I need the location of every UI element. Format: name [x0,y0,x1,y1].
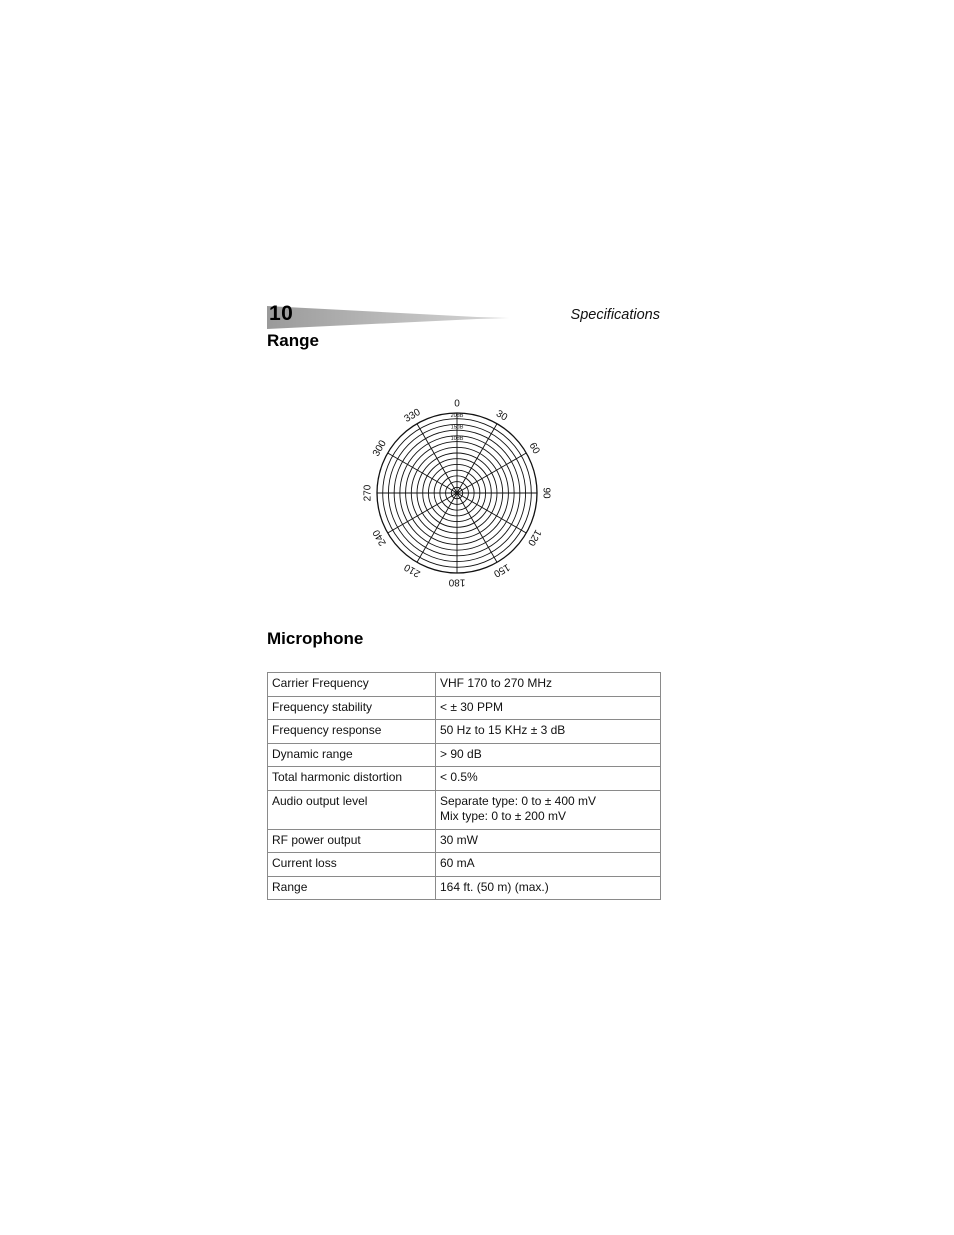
angle-label: 300 [370,438,389,459]
angle-label: 330 [402,406,423,425]
spec-value [436,853,661,877]
microphone-heading: Microphone [267,629,364,648]
table-row [268,696,661,720]
header-gradient-bar [267,306,509,329]
spec-label: Current loss [268,853,436,877]
angle-label: 30 [493,408,510,424]
table-row [268,853,661,877]
spec-label: Audio output level [268,790,436,829]
angle-label: 150 [491,561,512,580]
microphone-spec-table [267,672,661,900]
spec-label: Frequency stability [268,696,436,720]
spec-value-line: VHF 170 to 270 MHz [440,676,553,690]
angle-label: 180 [448,576,466,588]
spec-value-line: 30 mW [440,832,479,847]
spec-value [436,743,661,767]
spec-value-line: 50 Hz to 15 KHz ± 3 dB [440,723,566,737]
spec-value-line: < ± 30 PPM [440,699,503,714]
table-row [268,673,661,697]
angle-label: 240 [370,527,389,548]
spec-value-line: 60 mA [440,856,475,870]
angle-label: 0 [454,398,460,410]
spec-value [436,720,661,744]
spec-value [436,673,661,697]
running-head: Specifications [570,307,660,323]
page-number: 10 [269,302,294,325]
spec-value-line: > 90 dB [440,746,482,761]
spec-value [436,876,661,900]
ring-label: 15dB [450,424,464,431]
polar-pattern-diagram [356,396,560,592]
ring-label: 10dB [450,435,464,442]
table-row [268,829,661,853]
table-row [268,876,661,900]
spec-value-line: Separate type: 0 to ± 400 mV [440,793,597,808]
spec-value-line: 164 ft. (50 m) (max.) [440,879,549,894]
angle-label: 120 [525,527,544,548]
spec-value [436,767,661,791]
spec-value [436,790,661,829]
table-row [268,743,661,767]
table-row [268,767,661,791]
spec-label: Dynamic range [268,743,436,767]
spec-value-line: Mix type: 0 to ± 200 mV [440,809,566,823]
spec-value [436,696,661,720]
angle-label: 270 [362,484,374,502]
spec-label: RF power output [268,829,436,853]
spec-label: Frequency response [268,720,436,744]
table-row [268,790,661,829]
angle-label: 60 [526,440,542,457]
spec-value-line: < 0.5% [440,770,478,784]
spec-label: Range [268,876,436,900]
ring-label: 20dB [450,413,464,419]
range-heading: Range [267,331,319,350]
angle-label: 90 [540,487,552,499]
table-row [268,720,661,744]
angle-label: 210 [402,561,423,580]
spec-value [436,829,661,853]
spec-label: Carrier Frequency [268,673,436,697]
spec-label: Total harmonic distortion [268,767,436,791]
